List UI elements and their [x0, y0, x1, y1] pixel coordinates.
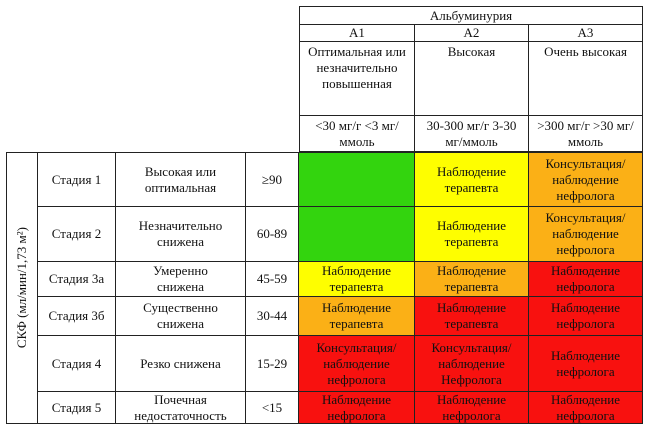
risk-cell: Консультация/ наблюдение нефролога	[529, 152, 643, 207]
stage-description: Высокая или оптимальная	[116, 152, 246, 207]
gfr-range: 15-29	[246, 336, 299, 392]
risk-cell: Наблюдение нефролога	[529, 297, 643, 336]
category-a1-range: <30 мг/г <3 мг/ммоль	[299, 116, 415, 152]
risk-cell	[299, 207, 415, 262]
risk-cell: Наблюдение терапевта	[415, 262, 529, 297]
risk-cell: Консультация/ наблюдение Нефролога	[415, 336, 529, 392]
category-a2-range: 30-300 мг/г 3-30 мг/ммоль	[415, 116, 529, 152]
risk-cell: Наблюдение терапевта	[299, 262, 415, 297]
category-a2-name: Высокая	[415, 42, 529, 116]
risk-cell: Наблюдение нефролога	[529, 336, 643, 392]
stage-label: Стадия 3б	[38, 297, 116, 336]
risk-cell: Наблюдение нефролога	[529, 262, 643, 297]
stage-label: Стадия 5	[38, 392, 116, 424]
gfr-axis-label	[6, 152, 38, 424]
stage-description: Существенно снижена	[116, 297, 246, 336]
gfr-range: 30-44	[246, 297, 299, 336]
gfr-range: 60-89	[246, 207, 299, 262]
risk-cell	[299, 152, 415, 207]
stage-label: Стадия 1	[38, 152, 116, 207]
gfr-range: ≥90	[246, 152, 299, 207]
category-a2-code: A2	[415, 25, 529, 42]
category-a3-code: A3	[529, 25, 643, 42]
gfr-axis-text: СКФ (мл/мин/1,73 м²)	[14, 227, 29, 349]
stage-description: Резко снижена	[116, 336, 246, 392]
risk-cell: Наблюдение терапевта	[415, 207, 529, 262]
category-a1-code: A1	[299, 25, 415, 42]
risk-cell: Консультация/ наблюдение нефролога	[299, 336, 415, 392]
stage-label: Стадия 3а	[38, 262, 116, 297]
stage-label: Стадия 4	[38, 336, 116, 392]
gfr-range: <15	[246, 392, 299, 424]
risk-cell: Наблюдение терапевта	[415, 152, 529, 207]
risk-cell: Наблюдение нефролога	[415, 392, 529, 424]
risk-cell: Консультация/ наблюдение нефролога	[529, 207, 643, 262]
risk-cell: Наблюдение терапевта	[415, 297, 529, 336]
gfr-range: 45-59	[246, 262, 299, 297]
category-a3-range: >300 мг/г >30 мг/ммоль	[529, 116, 643, 152]
risk-cell: Наблюдение нефролога	[529, 392, 643, 424]
stage-label: Стадия 2	[38, 207, 116, 262]
stage-description: Умеренно снижена	[116, 262, 246, 297]
category-a1-name: Оптимальная или незначительно повышенная	[299, 42, 415, 116]
albuminuria-header: Альбуминурия	[299, 6, 643, 25]
risk-cell: Наблюдение терапевта	[299, 297, 415, 336]
stage-description: Незначительно снижена	[116, 207, 246, 262]
risk-cell: Наблюдение нефролога	[299, 392, 415, 424]
stage-description: Почечная недостаточность	[116, 392, 246, 424]
category-a3-name: Очень высокая	[529, 42, 643, 116]
